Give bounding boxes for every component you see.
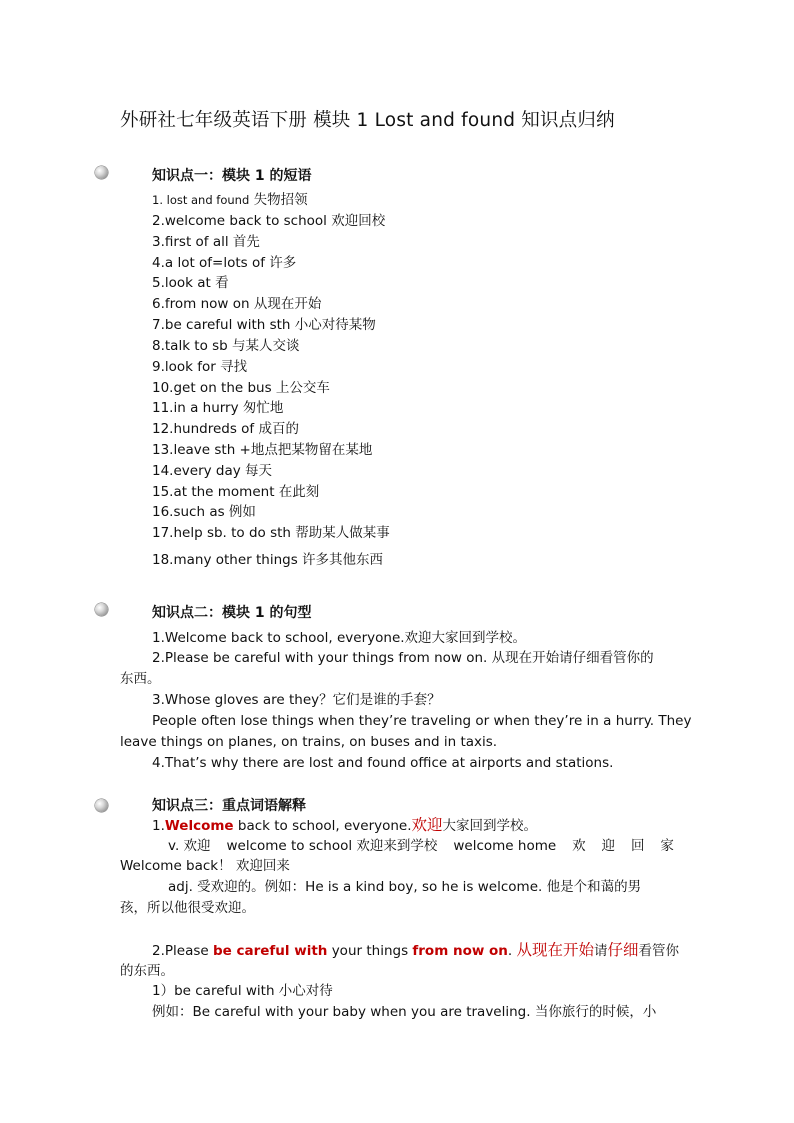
highlight-from-now-on: from now on (412, 943, 508, 959)
example-text: 请 (594, 943, 608, 959)
sentence-1: 1.Welcome back to school, everyone.欢迎大家回到学校。 (152, 630, 527, 646)
highlight-be-careful-with: be careful with (212, 943, 328, 959)
phrase-item-1-cn: 失物招领 (249, 192, 308, 208)
example-line-2-continued: 的东西。 (120, 963, 174, 979)
phrase-item: 6.from now on 从现在开始 (152, 296, 322, 312)
highlight-welcome-cn: 欢迎 (411, 816, 443, 834)
example-text: 看管你 (638, 943, 680, 959)
phrase-item: 18.many other things 许多其他东西 (152, 552, 384, 568)
section1-heading: 知识点一：模块 1 的短语 (152, 168, 312, 184)
verb-label: v. 欢迎 (168, 838, 211, 854)
phrase-item: 16.such as 例如 (152, 504, 256, 520)
verb-example: welcome to school 欢迎来到学校 (226, 838, 438, 854)
phrase-item: 12.hundreds of 成百的 (152, 421, 299, 437)
section3-heading: 知识点三：重点词语解释 (152, 798, 306, 814)
verb-example-2-cn: 欢 (572, 838, 586, 854)
phrase-item: 11.in a hurry 匆忙地 (152, 400, 284, 416)
verb-usage-line (120, 836, 674, 856)
phrase-item: 15.at the moment 在此刻 (152, 484, 320, 500)
verb-example-2: welcome home (453, 838, 557, 854)
phrase-item: 3.first of all 首先 (152, 234, 260, 250)
document-title: 外研社七年级英语下册 模块 1 Lost and found 知识点归纳 (120, 110, 615, 131)
phrase-item: 14.every day 每天 (152, 463, 273, 479)
phrase-item-1-en: 1. lost and found (152, 193, 250, 207)
phrase-item-1 (152, 190, 308, 210)
verb-example-2-cn: 回 (630, 838, 645, 854)
bullet-icon (95, 799, 108, 812)
bullet-icon (95, 603, 108, 616)
phrase-item: 8.talk to sb 与某人交谈 (152, 338, 300, 354)
phrase-item: 5.look at 看 (152, 275, 229, 291)
phrase-item: 17.help sb. to do sth 帮助某人做某事 (152, 525, 390, 541)
phrase-item: 9.look for 寻找 (152, 359, 248, 375)
phrase-item: 4.a lot of=lots of 许多 (152, 255, 297, 271)
example-text: back to school, everyone. (233, 818, 412, 834)
example-text: your things (327, 943, 413, 959)
paragraph-line-continued: leave things on planes, on trains, on buses and in taxis. (120, 734, 498, 750)
adj-usage-line: adj. 受欢迎的。例如：He is a kind boy, so he is welcome. 他是个和蔼的男 (168, 879, 642, 895)
adj-usage-line-2: 孩，所以他很受欢迎。 (120, 900, 255, 916)
sentence-4: 4.That’s why there are lost and found office at airports and stations. (152, 755, 614, 771)
highlight-cn-from-now-on: 从现在开始 (516, 941, 595, 959)
example-line-1 (152, 815, 537, 836)
example-number: 1. (152, 818, 165, 834)
verb-example-2-cn: 迎 (601, 838, 616, 854)
sub-item-1: 1）be careful with 小心对待 (152, 983, 333, 999)
highlight-cn-carefully: 仔细 (607, 941, 639, 959)
verb-example-2-cn: 家 (660, 838, 674, 854)
example-text: 2.Please (152, 943, 213, 959)
verb-usage-line-2: Welcome back！ 欢迎回来 (120, 858, 290, 874)
section2-heading: 知识点二：模块 1 的句型 (152, 605, 312, 621)
sentence-3: 3.Whose gloves are they？它们是谁的手套？ (152, 692, 441, 708)
phrase-item: 10.get on the bus 上公交车 (152, 380, 330, 396)
phrase-item: 13.leave sth +地点把某物留在某地 (152, 442, 373, 458)
example-sentence: 例如：Be careful with your baby when you are traveling. 当你旅行的时候，小 (152, 1004, 657, 1020)
sentence-2: 2.Please be careful with your things from now on. 从现在开始请仔细看管你的 (152, 650, 654, 666)
phrase-item: 2.welcome back to school 欢迎回校 (152, 213, 386, 229)
example-line-2 (152, 940, 679, 961)
highlight-welcome: Welcome (164, 818, 234, 834)
example-text-end: 大家回到学校。 (442, 818, 538, 834)
paragraph-line: People often lose things when they’re traveling or when they’re in a hurry. They (152, 713, 692, 729)
phrase-item: 7.be careful with sth 小心对待某物 (152, 317, 376, 333)
bullet-icon (95, 166, 108, 179)
example-text: . (507, 943, 517, 959)
sentence-2-continued: 东西。 (120, 671, 161, 687)
